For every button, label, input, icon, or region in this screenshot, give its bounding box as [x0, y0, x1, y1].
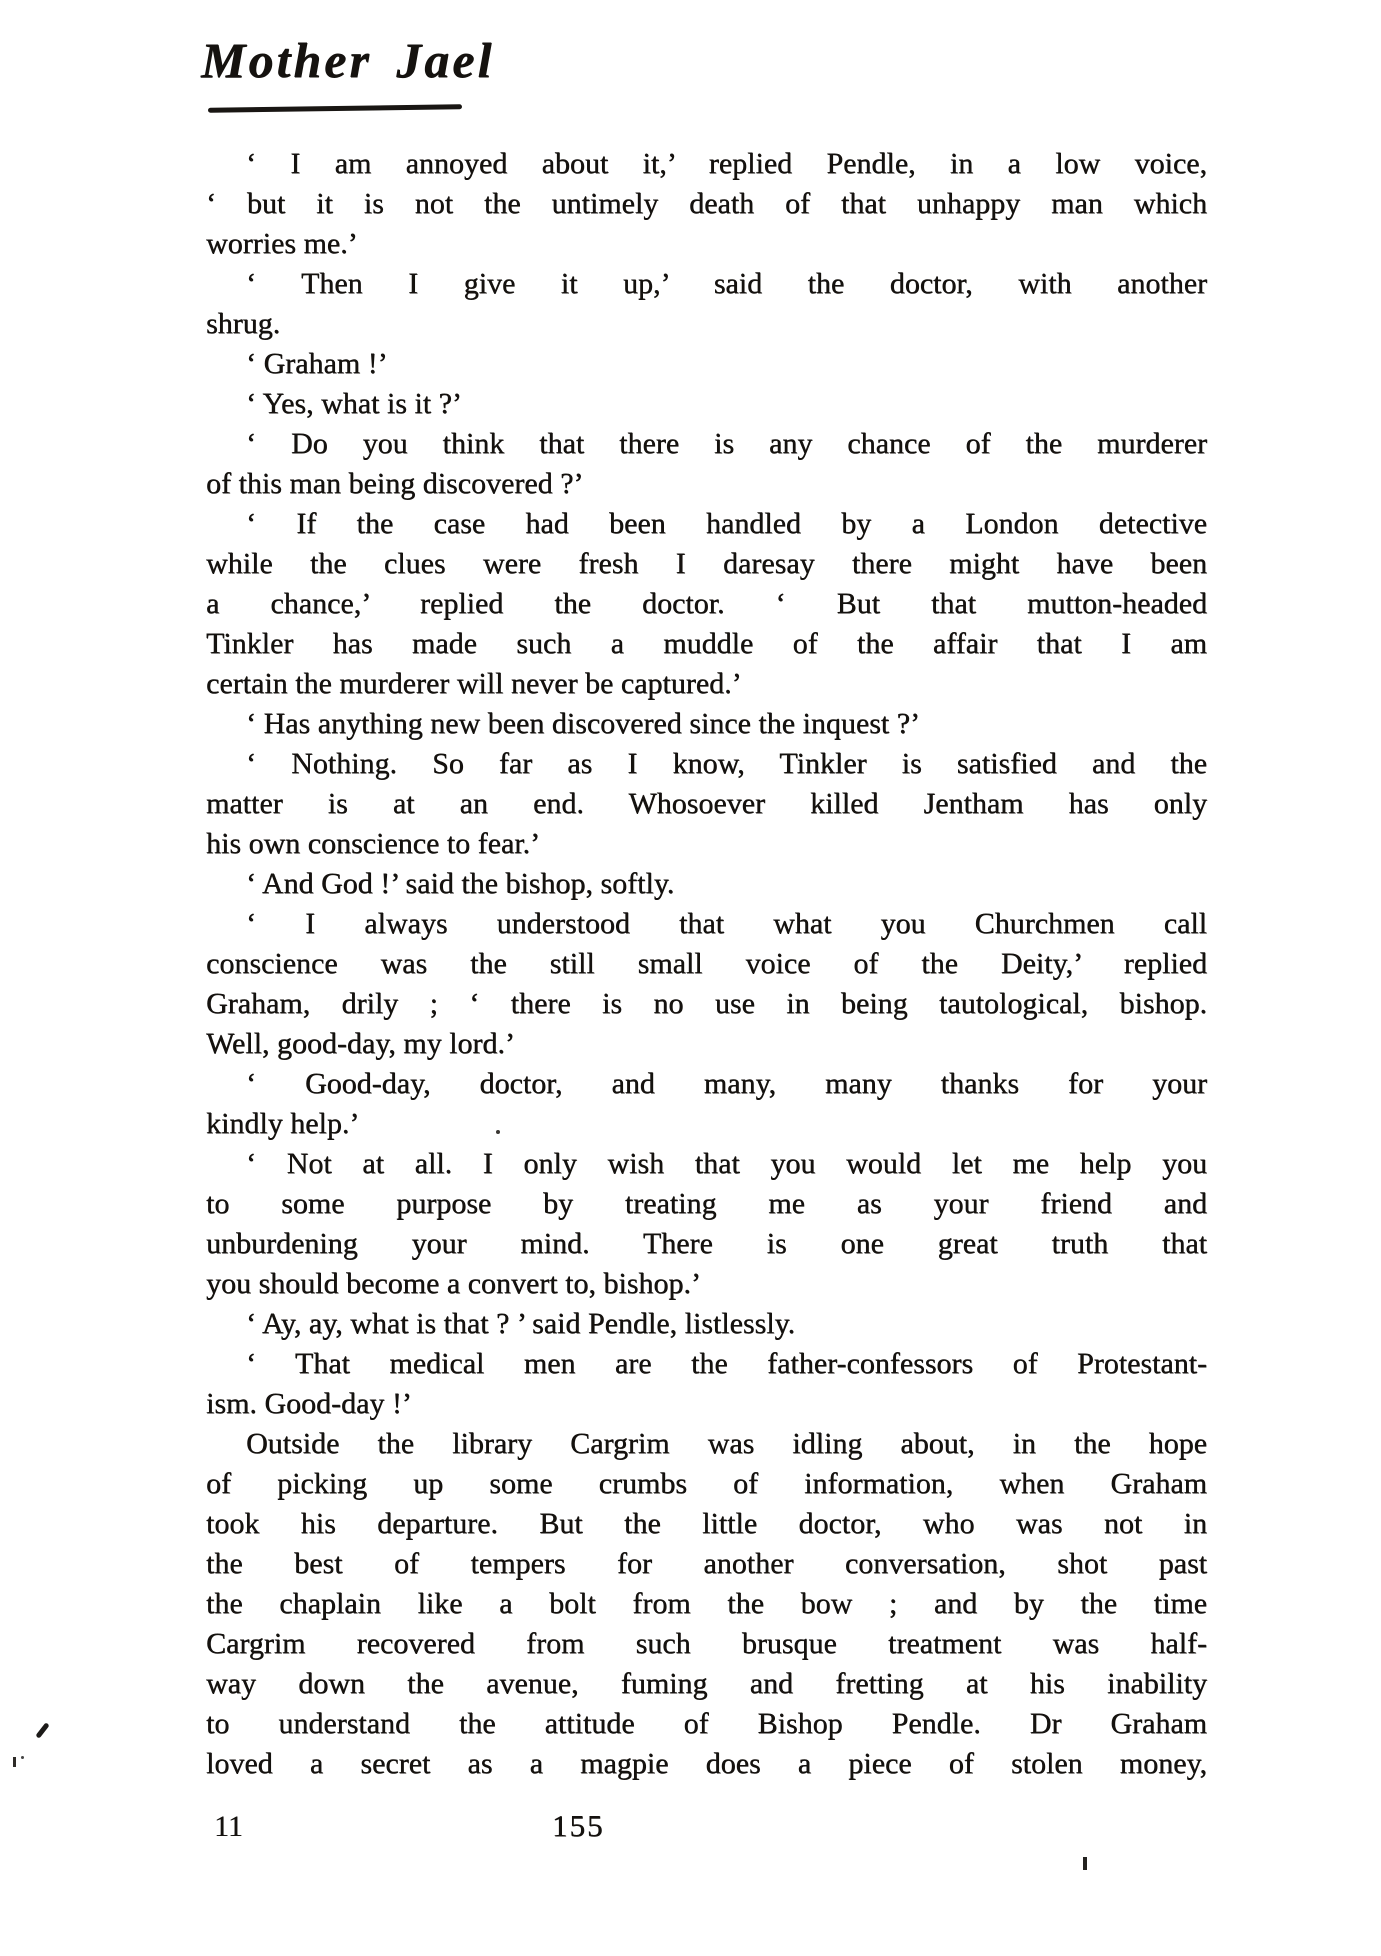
text-line: ‘ Then I give it up,’ said the doctor, with another — [246, 267, 1207, 300]
scan-artifact-stroke — [35, 1722, 49, 1738]
scan-artifact-tick — [13, 1757, 16, 1767]
text-line: his own conscience to fear.’ — [206, 827, 541, 860]
text-line: ism. Good-day !’ — [206, 1387, 412, 1420]
page-number: 155 — [552, 1808, 605, 1843]
text-line: ‘ Nothing. So far as I know, Tinkler is satisfied and the — [246, 747, 1207, 780]
text-line: ‘ I am annoyed about it,’ replied Pendle, in a low voice, — [246, 147, 1207, 180]
scan-artifact-dot — [21, 1756, 24, 1759]
scan-artifact-dot — [496, 1130, 500, 1134]
text-line: Graham, drily ; ‘ there is no use in being tautological, bishop. — [206, 987, 1207, 1020]
text-line: of picking up some crumbs of information, when Graham — [206, 1467, 1207, 1500]
text-line: Well, good-day, my lord.’ — [206, 1027, 515, 1060]
text-line: ‘ And God !’ said the bishop, softly. — [246, 867, 675, 900]
text-line: Cargrim recovered from such brusque treatment was half- — [206, 1627, 1207, 1660]
text-line: ‘ but it is not the untimely death of that unhappy man which — [206, 187, 1207, 220]
text-line: ‘ Graham !’ — [246, 347, 388, 380]
text-line: kindly help.’ — [206, 1107, 360, 1140]
text-line: ‘ Not at all. I only wish that you would let me help you — [246, 1147, 1207, 1180]
text-line: way down the avenue, fuming and fretting at his inability — [206, 1667, 1207, 1700]
text-line: worries me.’ — [206, 227, 358, 260]
text-line: Tinkler has made such a muddle of the affair that I am — [206, 627, 1207, 660]
text-line: ‘ Good-day, doctor, and many, many thanks for your — [246, 1067, 1207, 1100]
text-line: shrug. — [206, 307, 281, 340]
text-line: took his departure. But the little doctor, who was not in — [206, 1507, 1207, 1540]
text-line: to understand the attitude of Bishop Pendle. Dr Graham — [206, 1707, 1207, 1740]
text-line: loved a secret as a magpie does a piece of stolen money, — [206, 1747, 1207, 1780]
text-line: the best of tempers for another conversation, shot past — [206, 1547, 1207, 1580]
text-line: Outside the library Cargrim was idling about, in the hope — [246, 1427, 1207, 1460]
text-line: the chaplain like a bolt from the bow ; and by the time — [206, 1587, 1207, 1620]
text-line: while the clues were fresh I daresay there might have been — [206, 547, 1207, 580]
running-header-title: Mother Jael — [201, 32, 495, 88]
text-line: a chance,’ replied the doctor. ‘ But that mutton-headed — [206, 587, 1207, 620]
text-line: conscience was the still small voice of the Deity,’ replied — [206, 947, 1207, 980]
scan-artifact-tick — [1083, 1857, 1087, 1870]
text-line: ‘ Ay, ay, what is that ? ’ said Pendle, listlessly. — [246, 1307, 796, 1340]
text-line: ‘ I always understood that what you Churchmen call — [246, 907, 1207, 940]
text-line: ‘ Has anything new been discovered since the inquest ?’ — [246, 707, 920, 740]
text-line: ‘ Yes, what is it ?’ — [246, 387, 462, 420]
signature-mark: 11 — [214, 1810, 243, 1843]
text-line: matter is at an end. Whosoever killed Jentham has only — [206, 787, 1207, 820]
text-line: ‘ If the case had been handled by a London detective — [246, 507, 1207, 540]
text-line: ‘ Do you think that there is any chance of the murderer — [246, 427, 1207, 460]
body-text-block — [206, 144, 1207, 1784]
text-line: of this man being discovered ?’ — [206, 467, 584, 500]
text-line: unburdening your mind. There is one great truth that — [206, 1227, 1207, 1260]
text-line: to some purpose by treating me as your friend and — [206, 1187, 1207, 1220]
text-line: ‘ That medical men are the father-confessors of Protestant- — [246, 1347, 1207, 1380]
text-line: you should become a convert to, bishop.’ — [206, 1267, 701, 1300]
text-line: certain the murderer will never be captured.’ — [206, 667, 742, 700]
title-underline — [208, 104, 462, 113]
